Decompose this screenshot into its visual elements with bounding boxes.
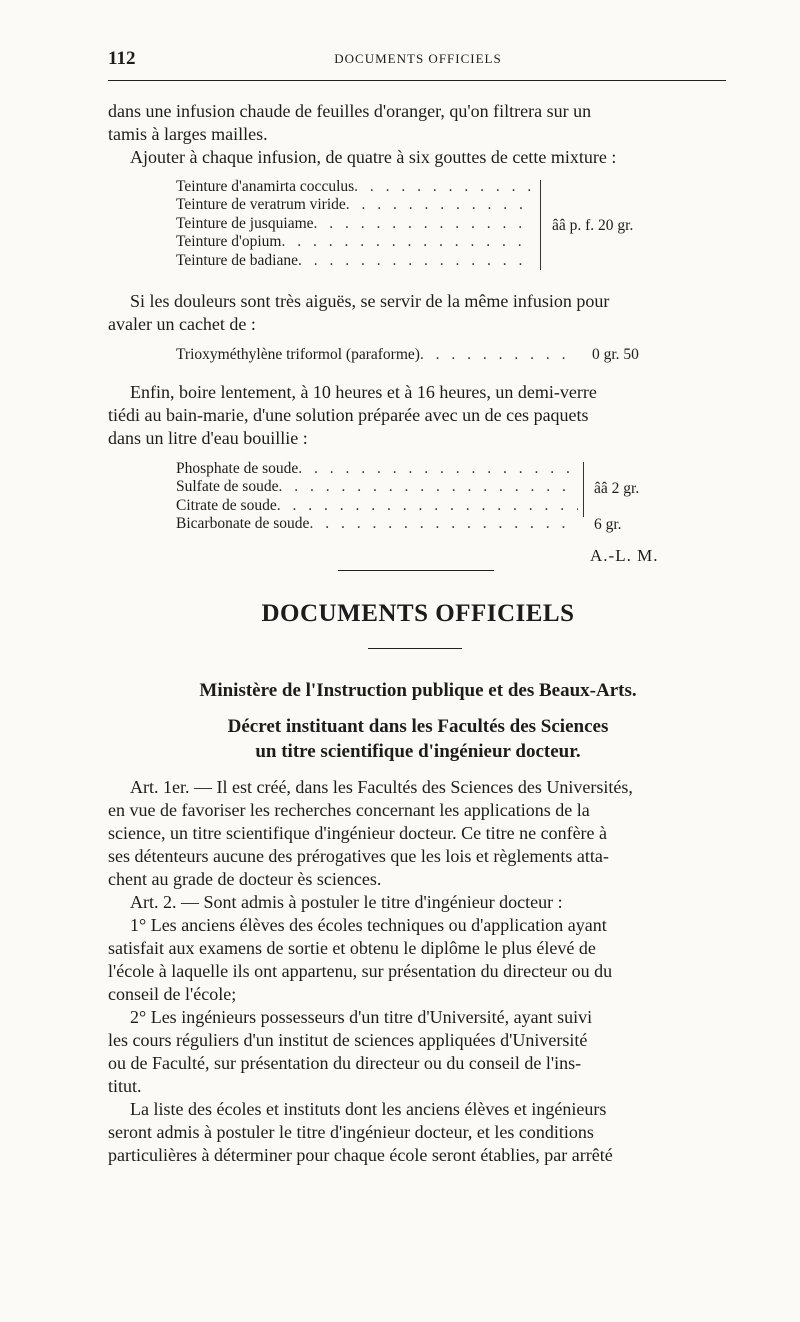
- salts-dose-group: ââ 2 gr.: [594, 480, 640, 497]
- list-item: Sulfate de soude . . .: [176, 478, 578, 496]
- signature: A.-L. M.: [590, 546, 659, 565]
- salts-dose-last: 6 gr.: [594, 516, 622, 533]
- text-line: particulières à déterminer pour chaque école seront établies, par arrêté: [108, 1145, 613, 1165]
- list-item: Bicarbonate de soude . . .: [176, 515, 578, 533]
- text-line: 1° Les anciens élèves des écoles techniques ou d'application ayant: [130, 915, 607, 935]
- text-line: avaler un cachet de :: [108, 314, 256, 334]
- salts-list: [176, 460, 578, 534]
- text-line: Enfin, boire lentement, à 10 heures et à 16 heures, un demi-verre: [130, 382, 597, 402]
- list-item: Teinture d'anamirta cocculus . . .: [176, 178, 532, 196]
- text-line: dans une infusion chaude de feuilles d'oranger, qu'on filtrera sur un: [108, 101, 592, 121]
- section-title: DOCUMENTS OFFICIELS: [261, 600, 575, 627]
- text-line: science, un titre scientifique d'ingénieur docteur. Ce titre ne confère à: [108, 823, 608, 843]
- text-line: les cours réguliers d'un institut de sciences appliquées d'Université: [108, 1030, 588, 1050]
- text-line: Ajouter à chaque infusion, de quatre à six gouttes de cette mixture :: [130, 147, 617, 167]
- text-line: seront admis à postuler le titre d'ingénieur docteur, et les conditions: [108, 1122, 594, 1142]
- text-line: satisfait aux examens de sortie et obtenu le diplôme le plus élevé de: [108, 938, 596, 958]
- running-header: [108, 48, 728, 70]
- running-title: DOCUMENTS OFFICIELS: [334, 51, 502, 66]
- text-line: tiédi au bain-marie, d'une solution préparée avec un de ces paquets: [108, 405, 589, 425]
- enfin-paragraph: [108, 381, 728, 450]
- decree-body: [108, 776, 728, 1167]
- decree-heading-line: Décret instituant dans les Facultés des Sciences: [227, 716, 609, 737]
- cachet-dose: 0 gr. 50: [592, 346, 639, 363]
- separator-rule: [338, 570, 494, 571]
- decree-heading-line: un titre scientifique d'ingénieur docteur.: [255, 741, 581, 762]
- list-item: Teinture de badiane . . .: [176, 252, 532, 270]
- intro-paragraph: [108, 100, 728, 169]
- text-line: dans un litre d'eau bouillie :: [108, 428, 308, 448]
- text-line: titut.: [108, 1076, 142, 1096]
- text-line: conseil de l'école;: [108, 984, 237, 1004]
- text-line: tamis à larges mailles.: [108, 124, 268, 144]
- list-item: Trioxyméthylène triformol (paraforme) . . .: [176, 346, 576, 364]
- brace-icon: [540, 180, 541, 270]
- text-line: l'école à laquelle ils ont appartenu, sur présentation du directeur ou du: [108, 961, 613, 981]
- mixture-list: [176, 178, 532, 270]
- brace-icon: [583, 462, 584, 517]
- cachet-list: [176, 346, 576, 364]
- text-line: Art. 2. — Sont admis à postuler le titre d'ingénieur docteur :: [130, 892, 563, 912]
- list-item: Teinture d'opium . . .: [176, 233, 532, 251]
- list-item: Citrate de soude . . .: [176, 497, 578, 515]
- list-item: Phosphate de soude . . .: [176, 460, 578, 478]
- mixture-dose: ââ p. f. 20 gr.: [552, 217, 634, 234]
- text-line: La liste des écoles et instituts dont les anciens élèves et ingénieurs: [130, 1099, 607, 1119]
- text-line: en vue de favoriser les recherches concernant les applications de la: [108, 800, 590, 820]
- text-line: chent au grade de docteur ès sciences.: [108, 869, 382, 889]
- cachet-paragraph: [108, 290, 728, 336]
- text-line: ou de Faculté, sur présentation du directeur ou du conseil de l'ins-: [108, 1053, 582, 1073]
- text-line: Si les douleurs sont très aiguës, se servir de la même infusion pour: [130, 291, 610, 311]
- title-rule: [368, 648, 462, 649]
- text-line: ses détenteurs aucune des prérogatives que les lois et règlements atta-: [108, 846, 609, 866]
- text-line: Art. 1er. — Il est créé, dans les Facultés des Sciences des Universités,: [130, 777, 633, 797]
- list-item: Teinture de veratrum viride . . .: [176, 196, 532, 214]
- text-line: 2° Les ingénieurs possesseurs d'un titre d'Université, ayant suivi: [130, 1007, 593, 1027]
- decree-heading: [108, 714, 728, 764]
- ministry-heading: Ministère de l'Instruction publique et des Beaux-Arts.: [199, 680, 637, 701]
- header-rule: [108, 80, 726, 81]
- page-number: 112: [108, 48, 136, 69]
- list-item: Teinture de jusquiame . . .: [176, 215, 532, 233]
